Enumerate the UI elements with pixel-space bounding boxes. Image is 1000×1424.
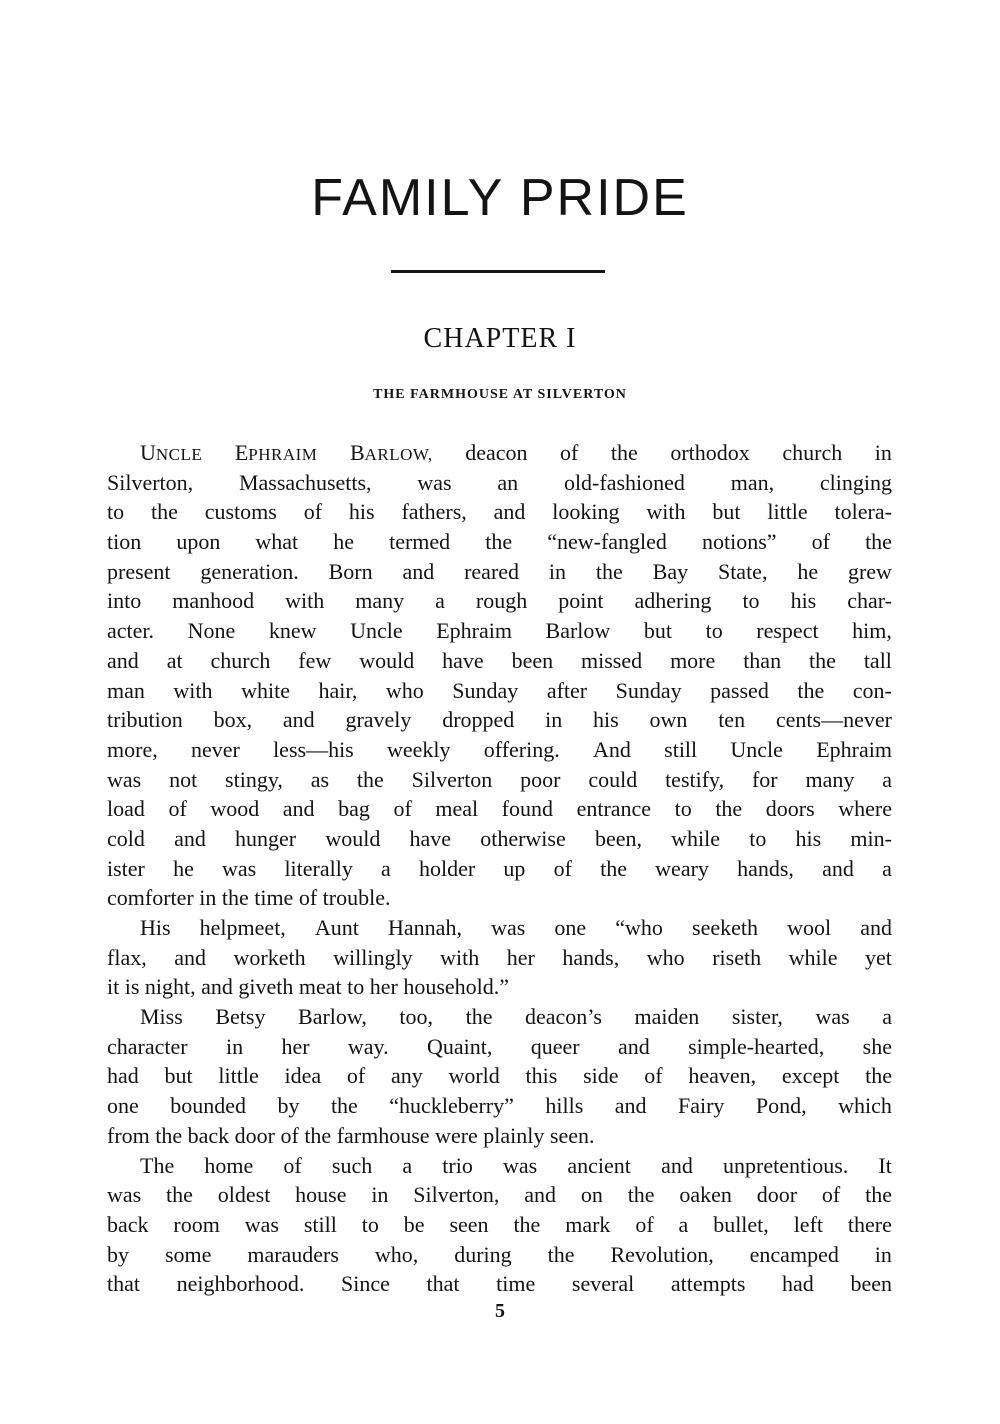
text-line-23: one bounded by the “huckleberry” hills and Fairy Pond, which bbox=[107, 1093, 892, 1119]
text-line-7: acter. None knew Uncle Ephraim Barlow but to respect him, bbox=[107, 618, 892, 644]
text-line-2: Silverton, Massachusetts, was an old-fashioned man, clinging bbox=[107, 469, 892, 495]
text-line-19: it is night, and giveth meat to her household.” bbox=[107, 974, 510, 1000]
text-line-29: that neighborhood. Since that time several attempts had been bbox=[107, 1271, 892, 1297]
text-line-17: His helpmeet, Aunt Hannah, was one “who seeketh wool and bbox=[140, 915, 892, 940]
text-line-27: back room was still to be seen the mark of a bullet, left there bbox=[107, 1211, 892, 1237]
opening-word-uncle: UNCLE bbox=[140, 440, 203, 465]
text-line-12: was not stingy, as the Silverton poor could testify, for many a bbox=[107, 766, 892, 792]
text-line-8: and at church few would have been missed more than the tall bbox=[107, 647, 892, 673]
text-line-16: comforter in the time of trouble. bbox=[107, 885, 391, 911]
text-line-5: present generation. Born and reared in the Bay State, he grew bbox=[107, 558, 892, 584]
text-line-1: UNCLE EPHRAIM BARLOW, deacon of the orthodox church in bbox=[107, 438, 892, 468]
book-title: FAMILY PRIDE bbox=[311, 169, 689, 227]
text-line-14: cold and hunger would have otherwise been, while to his min- bbox=[107, 825, 892, 851]
chapter-heading: CHAPTER I bbox=[423, 323, 577, 354]
chapter-subtitle: THE FARMHOUSE AT SILVERTON bbox=[373, 387, 627, 402]
text-line-28: by some marauders who, during the Revolution, encamped in bbox=[107, 1241, 892, 1267]
text-line-18: flax, and worketh willingly with her hands, who riseth while yet bbox=[107, 944, 892, 970]
title-rule bbox=[391, 270, 605, 273]
text-line-26: was the oldest house in Silverton, and on the oaken door of the bbox=[107, 1182, 892, 1208]
text-line-15: ister he was literally a holder up of the weary hands, and a bbox=[107, 855, 892, 881]
opening-word-ephraim: EPHRAIM bbox=[234, 440, 318, 465]
text-line-9: man with white hair, who Sunday after Sunday passed the con- bbox=[107, 677, 892, 703]
page-number: 5 bbox=[495, 1300, 505, 1322]
body-text bbox=[107, 438, 892, 1299]
text-line-21: character in her way. Quaint, queer and simple-hearted, she bbox=[107, 1033, 892, 1059]
text-line-6: into manhood with many a rough point adhering to his char- bbox=[107, 588, 892, 614]
text-line-13: load of wood and bag of meal found entrance to the doors where bbox=[107, 796, 892, 822]
text-line-24: from the back door of the farmhouse were plainly seen. bbox=[107, 1122, 595, 1148]
text-line-11: more, never less—his weekly offering. And still Uncle Ephraim bbox=[107, 736, 892, 762]
opening-word-barlow: BARLOW, bbox=[349, 440, 433, 465]
text-line-4: tion upon what he termed the “new-fangled notions” of the bbox=[107, 529, 892, 555]
text-line-3: to the customs of his fathers, and looking with but little tolera- bbox=[107, 499, 892, 525]
text-line-20: Miss Betsy Barlow, too, the deacon’s maiden sister, was a bbox=[140, 1004, 892, 1030]
text-line-22: had but little idea of any world this side of heaven, except the bbox=[107, 1063, 892, 1089]
text-line-25: The home of such a trio was ancient and unpretentious. It bbox=[140, 1152, 892, 1178]
text-line-10: tribution box, and gravely dropped in his own ten cents—never bbox=[107, 707, 892, 733]
paragraph-lines bbox=[107, 468, 892, 1299]
